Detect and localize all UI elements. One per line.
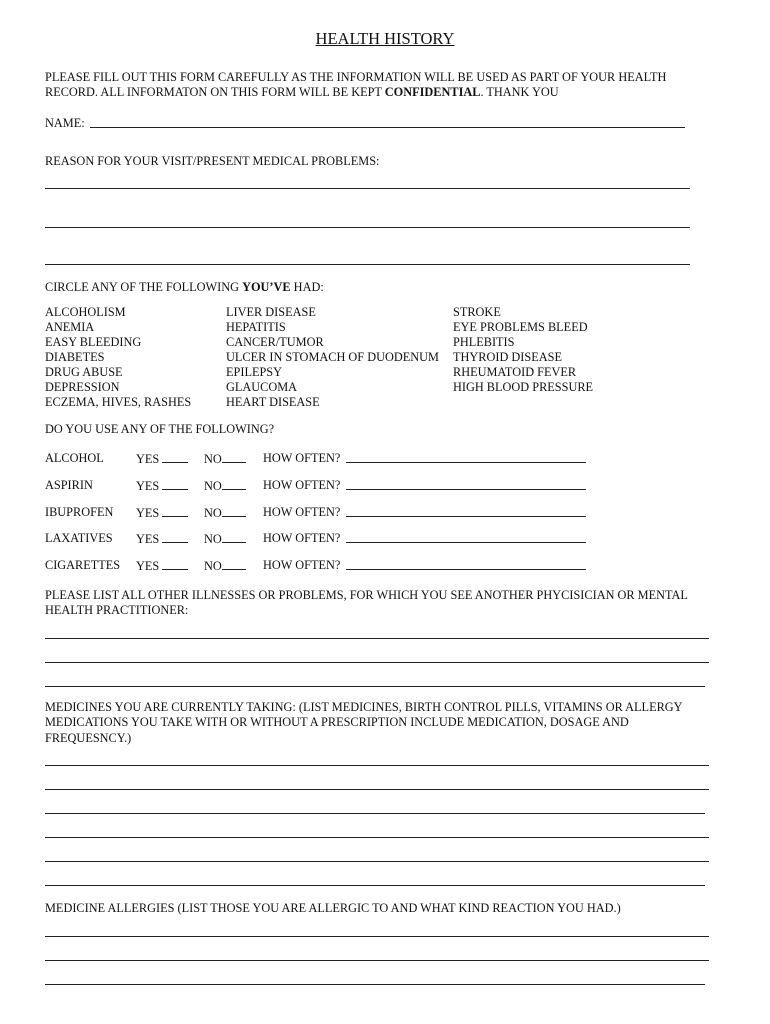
how-often-field[interactable] <box>346 462 586 463</box>
condition-item[interactable]: HEPATITIS <box>226 320 286 334</box>
condition-item[interactable]: ALCOHOLISM <box>45 305 126 319</box>
medicines-line[interactable] <box>45 861 709 862</box>
substance-name: IBUPROFEN <box>45 505 114 519</box>
other-illness-line-2: HEALTH PRACTITIONER: <box>45 603 189 617</box>
no-blank[interactable] <box>222 558 246 570</box>
other-illness-line[interactable] <box>45 686 705 687</box>
condition-item[interactable]: THYROID DISEASE <box>453 350 562 364</box>
yes-blank[interactable] <box>162 558 188 570</box>
no-label: NO <box>204 559 222 573</box>
allergies-line[interactable] <box>45 960 709 961</box>
yes-blank[interactable] <box>162 451 188 463</box>
intro-line-1: PLEASE FILL OUT THIS FORM CAREFULLY AS THE INFORMATION WILL BE USED AS PART OF YOUR HEALTH <box>45 70 667 84</box>
no-option[interactable] <box>204 558 246 574</box>
use-label: DO YOU USE ANY OF THE FOLLOWING? <box>45 422 275 436</box>
yes-option[interactable] <box>136 451 188 467</box>
medicines-line[interactable] <box>45 837 709 838</box>
medicines-line[interactable] <box>45 885 705 886</box>
page-title: HEALTH HISTORY <box>315 29 455 48</box>
substance-name: LAXATIVES <box>45 531 113 545</box>
condition-item[interactable]: STROKE <box>453 305 501 319</box>
no-option[interactable] <box>204 531 246 547</box>
condition-item[interactable]: HEART DISEASE <box>226 395 320 409</box>
no-label: NO <box>204 506 222 520</box>
condition-item[interactable]: LIVER DISEASE <box>226 305 316 319</box>
how-often-field[interactable] <box>346 569 586 570</box>
thank-you-text: . THANK YOU <box>480 85 559 99</box>
no-option[interactable] <box>204 451 246 467</box>
how-often-label: HOW OFTEN? <box>263 531 341 545</box>
medicines-line-2: MEDICATIONS YOU TAKE WITH OR WITHOUT A PRESCRIPTION INCLUDE MEDICATION, DOSAGE AND <box>45 715 629 729</box>
intro-text: RECORD. ALL INFORMATON ON THIS FORM WILL BE KEPT <box>45 85 385 99</box>
had-text: HAD: <box>290 280 324 294</box>
how-often-field[interactable] <box>346 489 586 490</box>
condition-item[interactable]: EYE PROBLEMS BLEED <box>453 320 588 334</box>
other-illness-line-1: PLEASE LIST ALL OTHER ILLNESSES OR PROBLEMS, FOR WHICH YOU SEE ANOTHER PHYCISICIAN OR MENTAL <box>45 588 688 602</box>
yes-blank[interactable] <box>162 478 188 490</box>
name-field[interactable] <box>90 127 685 128</box>
how-often-label: HOW OFTEN? <box>263 478 341 492</box>
condition-item[interactable]: DEPRESSION <box>45 380 120 394</box>
circle-instruction <box>45 280 324 295</box>
how-often-label: HOW OFTEN? <box>263 451 341 465</box>
substance-name: CIGARETTES <box>45 558 121 572</box>
confidential-text: CONFIDENTIAL <box>384 85 481 99</box>
reason-line[interactable] <box>45 264 690 265</box>
medicines-line-1: MEDICINES YOU ARE CURRENTLY TAKING: (LIST MEDICINES, BIRTH CONTROL PILLS, VITAMINS OR ALLERGY <box>45 700 683 714</box>
yes-label: YES <box>136 559 160 573</box>
medicines-line-3: FREQUESNCY.) <box>45 731 132 745</box>
how-often-field[interactable] <box>346 542 586 543</box>
allergies-label: MEDICINE ALLERGIES (LIST THOSE YOU ARE ALLERGIC TO AND WHAT KIND REACTION YOU HAD.) <box>45 901 621 915</box>
no-option[interactable] <box>204 478 246 494</box>
youve-text: YOU’VE <box>242 280 291 294</box>
condition-item[interactable]: CANCER/TUMOR <box>226 335 324 349</box>
condition-item[interactable]: EPILEPSY <box>226 365 283 379</box>
condition-item[interactable]: HIGH BLOOD PRESSURE <box>453 380 594 394</box>
allergies-line[interactable] <box>45 984 705 985</box>
yes-label: YES <box>136 452 160 466</box>
no-label: NO <box>204 532 222 546</box>
no-option[interactable] <box>204 505 246 521</box>
other-illness-line[interactable] <box>45 638 709 639</box>
reason-label: REASON FOR YOUR VISIT/PRESENT MEDICAL PROBLEMS: <box>45 154 380 168</box>
circle-text: CIRCLE ANY OF THE FOLLOWING <box>45 280 243 294</box>
no-blank[interactable] <box>222 478 246 490</box>
condition-item[interactable]: PHLEBITIS <box>453 335 515 349</box>
substance-name: ALCOHOL <box>45 451 104 465</box>
yes-blank[interactable] <box>162 505 188 517</box>
how-often-label: HOW OFTEN? <box>263 558 341 572</box>
reason-line[interactable] <box>45 227 690 228</box>
medicines-line[interactable] <box>45 813 705 814</box>
condition-item[interactable]: RHEUMATOID FEVER <box>453 365 577 379</box>
no-blank[interactable] <box>222 505 246 517</box>
medicines-line[interactable] <box>45 765 709 766</box>
yes-blank[interactable] <box>162 531 188 543</box>
other-illness-line[interactable] <box>45 662 709 663</box>
condition-item[interactable]: EASY BLEEDING <box>45 335 142 349</box>
condition-item[interactable]: ANEMIA <box>45 320 95 334</box>
name-label: NAME: <box>45 116 85 130</box>
no-blank[interactable] <box>222 531 246 543</box>
yes-option[interactable] <box>136 531 188 547</box>
yes-option[interactable] <box>136 558 188 574</box>
yes-label: YES <box>136 479 160 493</box>
allergies-line[interactable] <box>45 936 709 937</box>
reason-line[interactable] <box>45 188 690 189</box>
no-label: NO <box>204 452 222 466</box>
intro-line-2 <box>45 85 559 100</box>
no-label: NO <box>204 479 222 493</box>
how-often-field[interactable] <box>346 516 586 517</box>
yes-option[interactable] <box>136 505 188 521</box>
yes-label: YES <box>136 506 160 520</box>
no-blank[interactable] <box>222 451 246 463</box>
condition-item[interactable]: ECZEMA, HIVES, RASHES <box>45 395 192 409</box>
condition-item[interactable]: GLAUCOMA <box>226 380 298 394</box>
yes-label: YES <box>136 532 160 546</box>
yes-option[interactable] <box>136 478 188 494</box>
condition-item[interactable]: DIABETES <box>45 350 105 364</box>
how-often-label: HOW OFTEN? <box>263 505 341 519</box>
condition-item[interactable]: DRUG ABUSE <box>45 365 123 379</box>
condition-item[interactable]: ULCER IN STOMACH OF DUODENUM <box>226 350 439 364</box>
medicines-line[interactable] <box>45 789 709 790</box>
substance-name: ASPIRIN <box>45 478 93 492</box>
